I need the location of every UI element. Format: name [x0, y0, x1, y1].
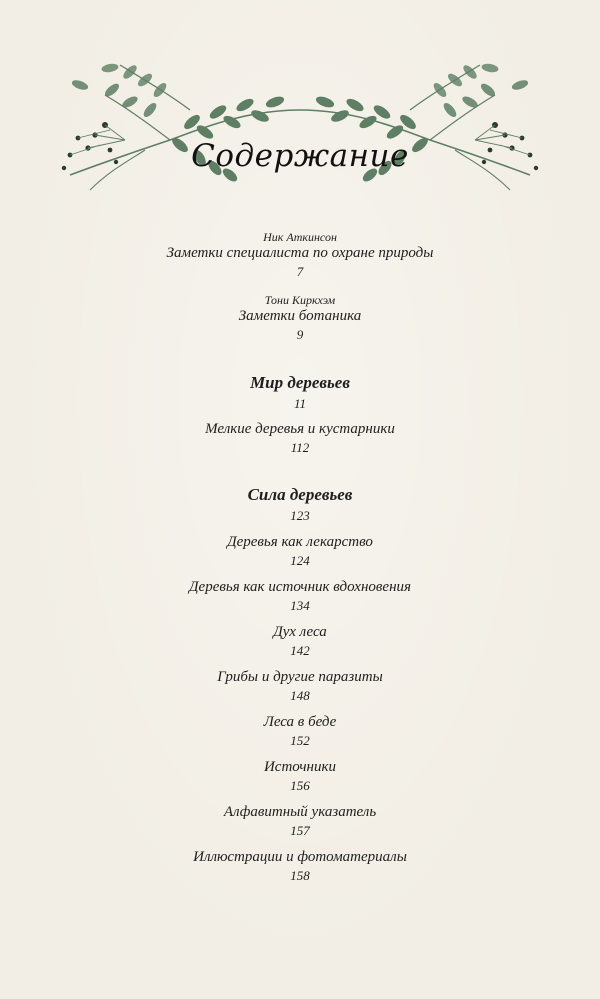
toc-entry-page: 112 [290, 440, 310, 455]
intro1-author: Ник Аткинсон [263, 230, 337, 244]
toc-entry[interactable]: Алфавитный указатель [223, 804, 377, 820]
toc-entry-page: 152 [290, 733, 310, 748]
section2-title[interactable]: Сила деревьев [247, 485, 353, 504]
toc-entry-page: 124 [290, 553, 310, 568]
toc-entry[interactable]: Деревья как источник вдохновения [189, 579, 411, 595]
intro2-title[interactable]: Заметки ботаника [238, 308, 362, 324]
toc-entry-page: 157 [290, 823, 310, 838]
section1-title[interactable]: Мир деревьев [250, 373, 350, 392]
toc-entry[interactable]: Деревья как лекарство [227, 534, 373, 550]
toc-entry-page: 148 [290, 688, 310, 703]
toc-entry-page: 156 [290, 778, 310, 793]
toc-entry[interactable]: Леса в беде [263, 714, 337, 730]
toc-entry[interactable]: Мелкие деревья и кустарники [205, 421, 395, 437]
toc-entry-page: 158 [290, 868, 310, 883]
intro2-author: Тони Киркхэм [264, 293, 336, 307]
toc-entry[interactable]: Дух леса [273, 624, 327, 640]
page-title: Содержание [191, 138, 409, 174]
intro1-page: 7 [296, 264, 304, 279]
toc-entry-page: 142 [290, 643, 310, 658]
toc-entry[interactable]: Иллюстрации и фотоматериалы [193, 849, 407, 865]
toc-entry[interactable]: Грибы и другие паразиты [217, 669, 383, 685]
toc-entry-page: 134 [290, 598, 310, 613]
intro2-page: 9 [296, 327, 304, 342]
section2-page: 123 [290, 508, 310, 523]
intro1-title[interactable]: Заметки специалиста по охране природы [166, 245, 434, 261]
toc-entry[interactable]: Источники [263, 759, 337, 775]
section1-page: 11 [293, 396, 307, 411]
leafy-garland-icon [50, 50, 550, 210]
